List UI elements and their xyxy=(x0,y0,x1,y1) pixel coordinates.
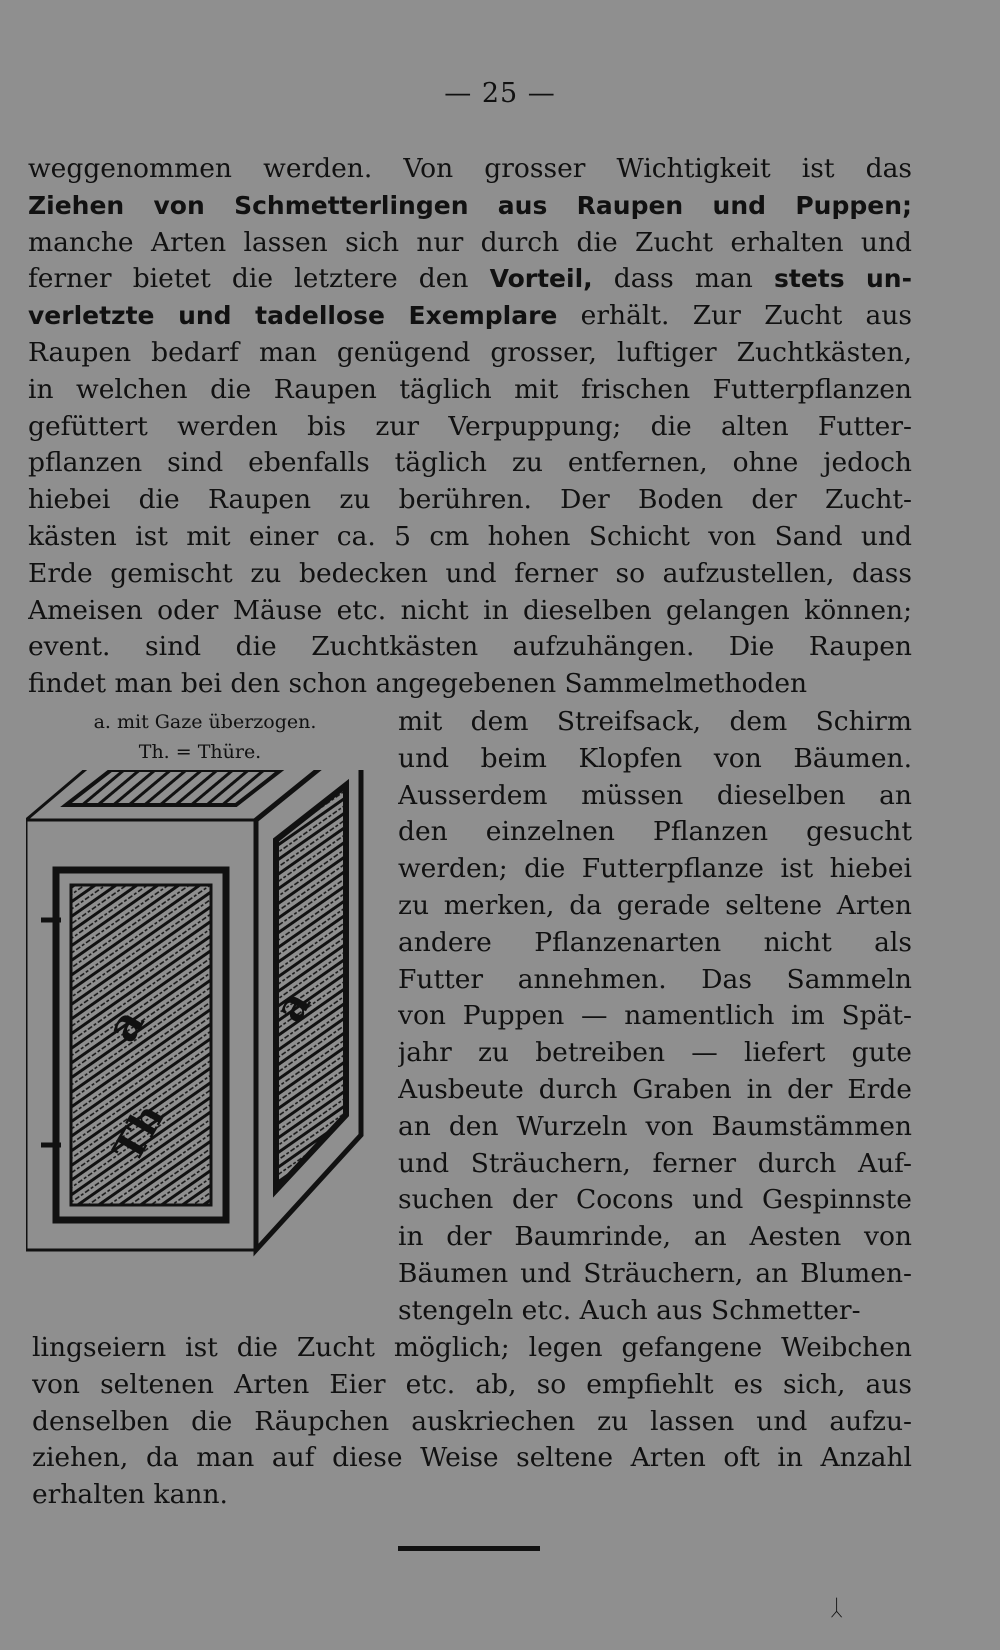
text-run: in der Baumrinde, an Aesten von xyxy=(398,1221,912,1253)
text-line xyxy=(398,925,912,962)
text-run: ziehen, da man auf diese Weise seltene Arten oft in Anzahl xyxy=(32,1442,912,1474)
paragraph-side xyxy=(398,704,912,1330)
footer-mark: ᛸ xyxy=(830,1596,844,1621)
text-run: Ausserdem müssen dieselben an xyxy=(398,779,912,811)
text-line xyxy=(398,814,912,851)
text-line xyxy=(28,556,912,593)
text-run: Erde gemischt zu bedecken und ferner so aufzustellen, dass xyxy=(28,557,912,589)
text-line xyxy=(398,778,912,815)
bold-text: stets un- xyxy=(773,264,912,294)
text-run: dass man xyxy=(592,263,774,295)
page-number: — 25 — xyxy=(444,78,556,109)
text-line xyxy=(32,1440,912,1477)
text-line xyxy=(28,335,912,372)
text-line xyxy=(32,1404,912,1441)
text-line xyxy=(28,372,912,409)
text-run: von seltenen Arten Eier etc. ab, so empfiehlt es sich, aus xyxy=(32,1368,912,1400)
text-line xyxy=(398,962,912,999)
text-run: in welchen die Raupen täglich mit frischen Futterpflanzen xyxy=(28,373,912,405)
text-line xyxy=(28,519,912,556)
paragraph-top xyxy=(28,151,912,703)
text-run: denselben die Räupchen auskriechen zu lassen und aufzu- xyxy=(32,1405,912,1437)
text-line xyxy=(398,1293,912,1330)
text-line xyxy=(398,1109,912,1146)
text-run: suchen der Cocons und Gespinnste xyxy=(398,1184,912,1216)
text-line xyxy=(28,225,912,262)
text-run: von Puppen — namentlich im Spät- xyxy=(398,1000,912,1032)
text-line xyxy=(28,629,912,666)
end-rule xyxy=(398,1546,540,1551)
text-run: an den Wurzeln von Baumstämmen xyxy=(398,1110,912,1142)
text-run: werden; die Futterpflanze ist hiebei xyxy=(398,853,912,885)
text-line xyxy=(398,1072,912,1109)
text-line xyxy=(398,1182,912,1219)
text-line xyxy=(28,666,912,703)
text-line xyxy=(398,888,912,925)
text-line xyxy=(28,593,912,630)
text-run: und beim Klopfen von Bäumen. xyxy=(398,742,912,774)
text-line xyxy=(398,704,912,741)
text-run: mit dem Streifsack, dem Schirm xyxy=(398,706,912,737)
text-run: ferner bietet die letztere den xyxy=(28,263,490,295)
front-label: a xyxy=(96,1000,155,1051)
text-line xyxy=(398,1256,912,1293)
text-run: den einzelnen Pflanzen gesucht xyxy=(398,816,912,848)
text-line xyxy=(28,409,912,446)
door-label: Th xyxy=(103,1095,175,1170)
text-line xyxy=(32,1367,912,1404)
text-line xyxy=(398,851,912,888)
text-run: Ameisen oder Mäuse etc. nicht in dieselben gelangen können; xyxy=(28,594,912,626)
text-line xyxy=(28,261,912,298)
text-run: manche Arten lassen sich nur durch die Zucht erhalten und xyxy=(28,226,912,258)
text-run: pflanzen sind ebenfalls täglich zu entfernen, ohne jedoch xyxy=(28,447,912,479)
text-run: jahr zu betreiben — liefert gute xyxy=(398,1037,912,1069)
text-run: lingseiern ist die Zucht möglich; legen gefangene Weibchen xyxy=(32,1332,912,1363)
text-run: Ausbeute durch Graben in der Erde xyxy=(398,1073,912,1105)
figure-caption-gauze: a. mit Gaze überzogen. xyxy=(93,711,317,733)
text-run: erhält. Zur Zucht aus xyxy=(557,300,912,332)
text-run: und Sträuchern, ferner durch Auf- xyxy=(398,1147,912,1179)
text-run: gefüttert werden bis zur Verpuppung; die alten Futter- xyxy=(28,410,912,442)
bold-text: verletzte und tadellose Exemplare xyxy=(28,301,558,331)
breeding-box-illustration xyxy=(26,770,391,1320)
text-run: stengeln etc. Auch aus Schmetter- xyxy=(398,1294,861,1326)
side-label: a xyxy=(264,981,321,1030)
text-run: event. sind die Zuchtkästen aufzuhängen. Die Raupen xyxy=(28,631,912,663)
text-run: weggenommen werden. Von grosser Wichtigkeit ist das xyxy=(28,153,912,184)
text-run: kästen ist mit einer ca. 5 cm hohen Schicht von Sand und xyxy=(28,520,912,552)
figure-caption-door: Th. = Thüre. xyxy=(138,741,262,763)
text-run: Bäumen und Sträuchern, an Blumen- xyxy=(398,1257,912,1289)
text-line xyxy=(398,1219,912,1256)
text-line xyxy=(28,445,912,482)
text-line xyxy=(398,741,912,778)
text-run: Raupen bedarf man genügend grosser, luftiger Zuchtkästen, xyxy=(28,336,912,368)
text-line xyxy=(28,188,912,225)
text-line xyxy=(32,1330,912,1367)
bold-text: Vorteil, xyxy=(489,264,593,294)
paragraph-bottom xyxy=(32,1330,912,1514)
text-line xyxy=(398,1035,912,1072)
text-line xyxy=(32,1477,912,1514)
text-run: erhalten kann. xyxy=(32,1479,228,1511)
text-line xyxy=(28,151,912,188)
text-line xyxy=(398,1146,912,1183)
text-line xyxy=(28,298,912,335)
text-run: findet man bei den schon angegebenen Sammelmethoden xyxy=(28,668,808,700)
bold-text: Ziehen von Schmetterlingen aus Raupen und Puppen; xyxy=(28,190,912,220)
text-line xyxy=(398,998,912,1035)
text-run: andere Pflanzenarten nicht als xyxy=(398,926,912,958)
text-run: zu merken, da gerade seltene Arten xyxy=(398,889,912,921)
text-line xyxy=(28,482,912,519)
text-run: Futter annehmen. Das Sammeln xyxy=(398,963,912,995)
text-run: hiebei die Raupen zu berühren. Der Boden der Zucht- xyxy=(28,484,912,516)
